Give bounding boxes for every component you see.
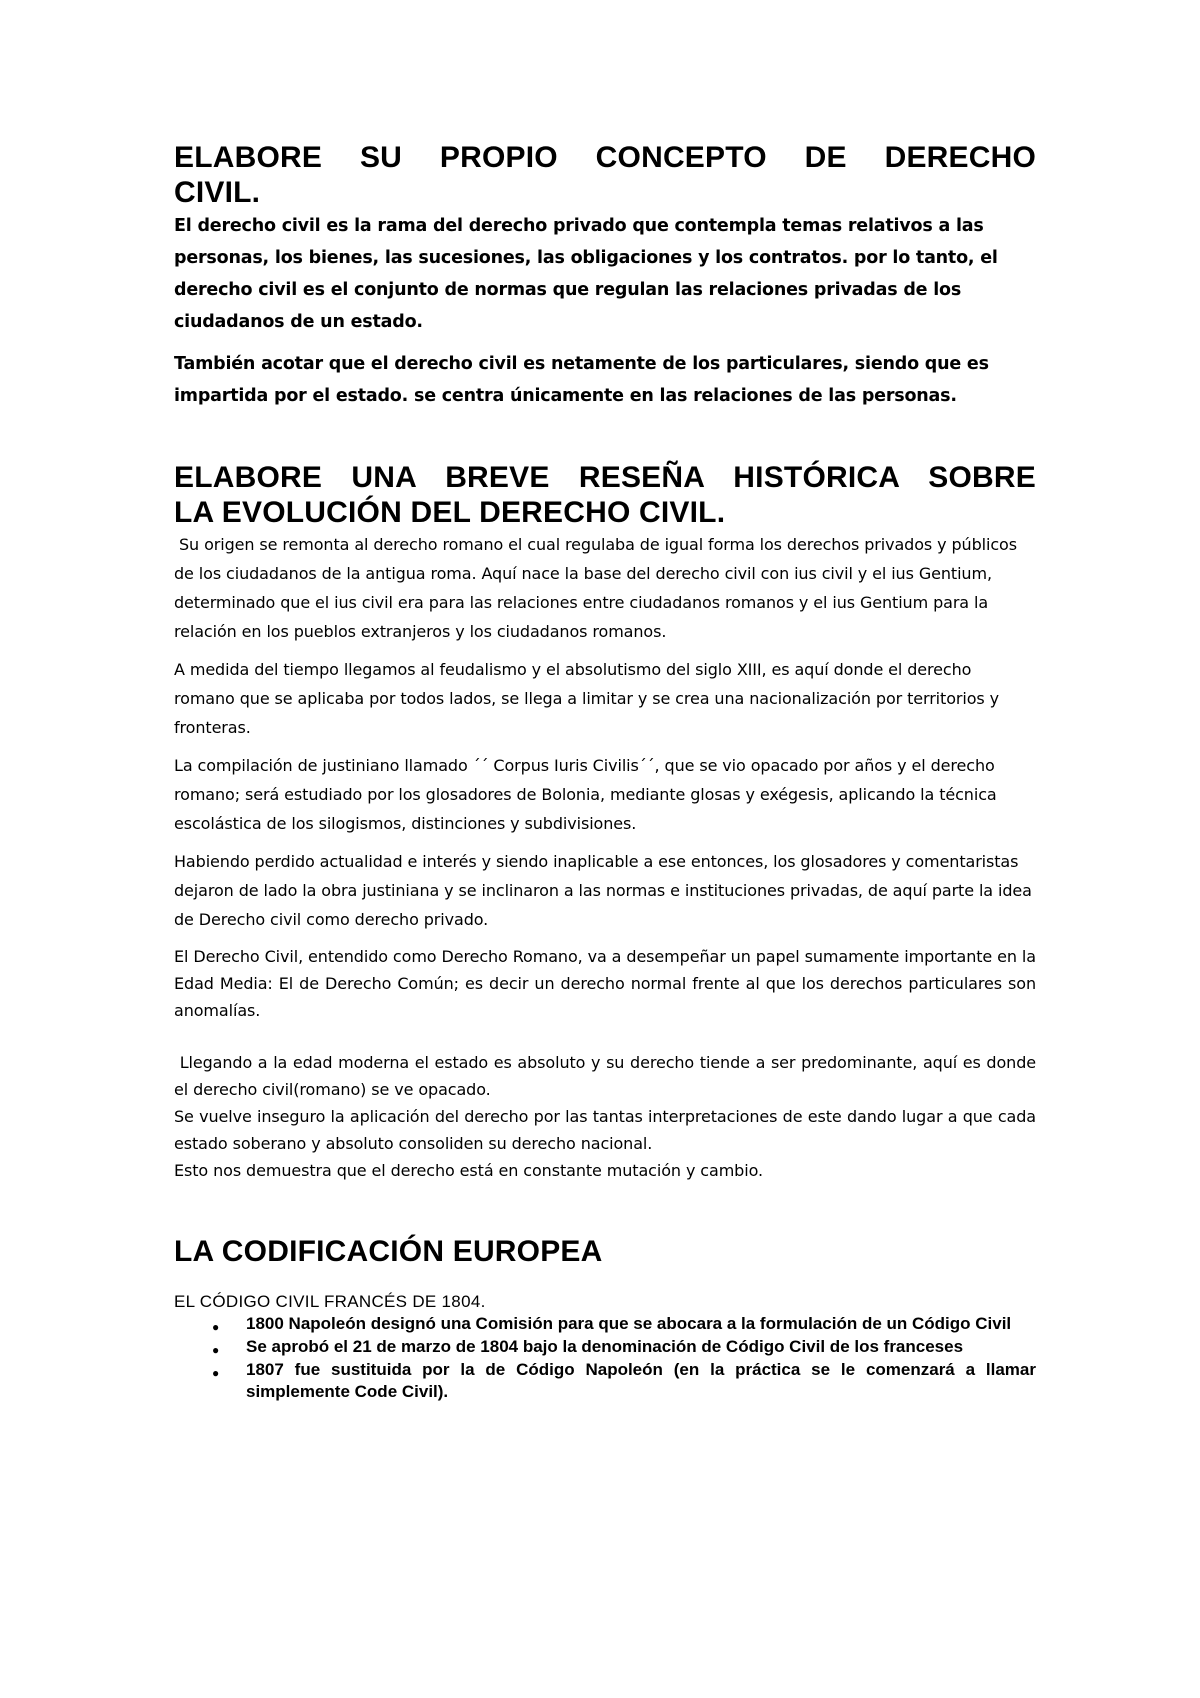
paragraph: A medida del tiempo llegamos al feudalismo y el absolutismo del siglo XIII, es aquí donde el derecho romano que se aplicaba por todos lados, se llega a limitar y se crea una nacionalización por territorios y fronteras. (174, 660, 999, 737)
document-content (174, 140, 1041, 1404)
bullet-icon: ● (212, 1366, 220, 1380)
bullet-icon: ● (212, 1320, 220, 1334)
paragraph: Se vuelve inseguro la aplicación del derecho por las tantas interpretaciones de este dando lugar a que cada estado soberano y absoluto consoliden su derecho nacional. (174, 1107, 1036, 1153)
list-item (174, 1336, 1036, 1358)
list-item-text: 1807 fue sustituida por la de Código Napoleón (en la práctica se le comenzará a llamar simplemente Code Civil). (246, 1360, 1036, 1401)
heading-line: ELABORE SU PROPIO CONCEPTO DE DERECHO (174, 141, 1036, 174)
bullet-list (174, 1313, 1036, 1403)
heading-line: CIVIL. (174, 176, 261, 209)
heading-line: ELABORE UNA BREVE RESEÑA HISTÓRICA SOBRE (174, 461, 1036, 494)
paragraph: El derecho civil es la rama del derecho privado que contempla temas relativos a las personas, los bienes, las sucesiones, las obligaciones y los contratos. por lo tanto, el derecho civil es el conjunto de normas que regulan las relaciones privadas de los ciudadanos de un estado. (174, 216, 998, 332)
heading-line: LA EVOLUCIÓN DEL DERECHO CIVIL. (174, 496, 726, 529)
paragraph: Esto nos demuestra que el derecho está en constante mutación y cambio. (174, 1161, 763, 1180)
paragraph: El Derecho Civil, entendido como Derecho Romano, va a desempeñar un papel sumamente importante en la Edad Media: El de Derecho Común; es decir un derecho normal frente al que los derechos particulares son anomalías. (174, 947, 1036, 1020)
list-item-text: 1800 Napoleón designó una Comisión para que se abocara a la formulación de un Código Civil (246, 1314, 1012, 1333)
paragraph: La compilación de justiniano llamado ´´ Corpus Iuris Civilis´´, que se vio opacado por años y el derecho romano; será estudiado por los glosadores de Bolonia, mediante glosas y exégesis, aplicando la técnica escolástica de los silogismos, distinciones y subdivisiones. (174, 756, 997, 833)
paragraph: También acotar que el derecho civil es netamente de los particulares, siendo que es impartida por el estado. se centra únicamente en las relaciones de las personas. (174, 354, 989, 406)
list-item-text: Se aprobó el 21 de marzo de 1804 bajo la denominación de Código Civil de los franceses (246, 1337, 964, 1356)
section-heading-resena (174, 460, 1036, 530)
paragraph: Llegando a la edad moderna el estado es absoluto y su derecho tiende a ser predominante, aquí es donde el derecho civil(romano) se ve opacado. (174, 1053, 1041, 1099)
subheading: EL CÓDIGO CIVIL FRANCÉS DE 1804. (174, 1292, 486, 1311)
list-item (174, 1359, 1036, 1403)
list-item (174, 1313, 1036, 1335)
paragraph: Su origen se remonta al derecho romano el cual regulaba de igual forma los derechos privados y públicos de los ciudadanos de la antigua roma. Aquí nace la base del derecho civil con ius civil y el ius Gentium, determinado que el ius civil era para las relaciones entre ciudadanos romanos y el ius Gentium para la relación en los pueblos extranjeros y los ciudadanos romanos. (174, 535, 1022, 641)
paragraph: Habiendo perdido actualidad e interés y siendo inaplicable a ese entonces, los glosadores y comentaristas dejaron de lado la obra justiniana y se inclinaron a las normas e instituciones privadas, de aquí parte la idea de Derecho civil como derecho privado. (174, 852, 1032, 929)
section-heading-concepto (174, 140, 1036, 210)
section-heading-codificacion: LA CODIFICACIÓN EUROPEA (174, 1235, 603, 1268)
bullet-icon: ● (212, 1343, 220, 1357)
